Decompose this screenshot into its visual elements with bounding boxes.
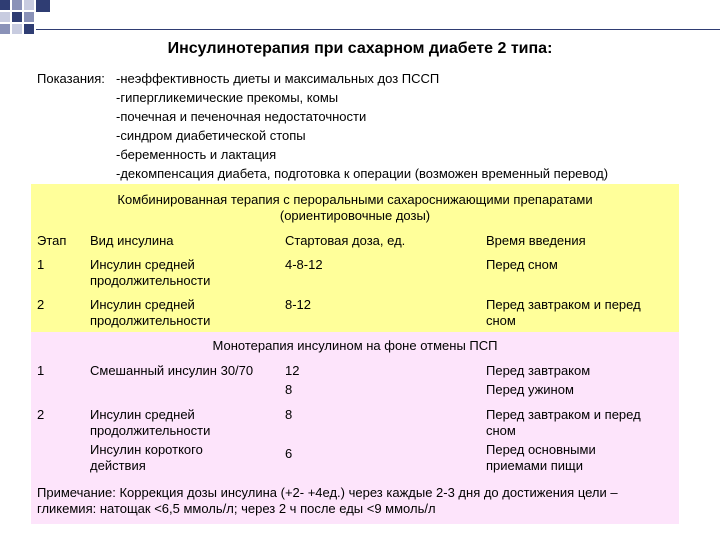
combined-row1-time: Перед сном [486, 257, 558, 272]
combined-row2-stage: 2 [37, 297, 45, 312]
mono-row2-insulin-b-line2: действия [90, 458, 146, 473]
indication-item: -гипергликемические прекомы, комы [116, 90, 339, 105]
combined-row1-insulin-line2: продолжительности [90, 273, 211, 288]
indication-item: -синдром диабетической стопы [116, 128, 306, 143]
indications-label: Показания: [37, 71, 105, 86]
mono-row1-insulin: Смешанный инсулин 30/70 [90, 363, 254, 378]
mono-row2-stage: 2 [37, 407, 45, 422]
combined-row2-time-line1: Перед завтраком и перед [486, 297, 641, 312]
indication-item: -декомпенсация диабета, подготовка к операции (возможен временный перевод) [116, 166, 609, 181]
mono-row2-time-a-line2: сном [486, 423, 516, 438]
page-title: Инсулинотерапия при сахарном диабете 2 типа: [167, 40, 553, 57]
decorative-corner-squares [0, 0, 720, 45]
deco-square-2 [12, 0, 22, 10]
mono-row2-insulin-a-line1: Инсулин средней [90, 407, 195, 422]
mono-row2-time-b-line1: Перед основными [486, 442, 596, 457]
indications-list [116, 69, 608, 183]
deco-square-3 [24, 0, 34, 10]
indication-item: -почечная и печеночная недостаточности [116, 109, 367, 124]
column-header-stage: Этап [37, 233, 67, 248]
mono-row2-dose-a: 8 [285, 407, 293, 422]
mono-row2-time-b-line2: приемами пищи [486, 458, 583, 473]
mono-row1-time-2: Перед ужином [486, 382, 574, 397]
column-header-time: Время введения [486, 233, 586, 248]
combined-heading-line1: Комбинированная терапия с пероральными сахароснижающими препаратами [117, 192, 593, 207]
combined-row1-dose: 4-8-12 [285, 257, 323, 272]
combined-row2-dose: 8-12 [285, 297, 312, 312]
deco-square-6 [12, 12, 22, 22]
combined-row2-insulin-line1: Инсулин средней [90, 297, 195, 312]
indication-item: -беременность и лактация [116, 147, 277, 162]
deco-square-9 [12, 24, 22, 34]
combined-row1-stage: 1 [37, 257, 45, 272]
combined-row1-insulin-line1: Инсулин средней [90, 257, 195, 272]
indication-item: -неэффективность диеты и максимальных доз ПССП [116, 71, 440, 86]
column-header-insulin: Вид инсулина [90, 233, 174, 248]
mono-row1-dose-2: 8 [285, 382, 293, 397]
mono-row2-insulin-a-line2: продолжительности [90, 423, 211, 438]
column-header-dose: Стартовая доза, ед. [285, 233, 406, 248]
deco-square-8 [0, 24, 10, 34]
combined-heading-line2: (ориентировочные дозы) [279, 208, 431, 223]
combined-row2-insulin-line2: продолжительности [90, 313, 211, 328]
mono-row1-stage: 1 [37, 363, 45, 378]
mono-heading: Монотерапия инсулином на фоне отмены ПСП [212, 338, 498, 353]
mono-row1-time-1: Перед завтраком [486, 363, 591, 378]
deco-square-1 [0, 0, 10, 10]
mono-row1-dose-1: 12 [285, 363, 300, 378]
deco-square-5 [0, 12, 10, 22]
combined-row2-time-line2: сном [486, 313, 516, 328]
deco-square-4 [36, 0, 50, 12]
footnote: Примечание: Коррекция дозы инсулина (+2- +4ед.) через каждые 2-3 дня до достижения цели – гликемия: натощак <6,5 ммоль/л; через 2 ч после еды <9 ммоль/л [37, 485, 618, 516]
deco-square-7 [24, 12, 34, 22]
deco-square-10 [24, 24, 34, 34]
mono-row2-time-a-line1: Перед завтраком и перед [486, 407, 641, 422]
mono-row2-insulin-b-line1: Инсулин короткого [90, 442, 203, 457]
mono-row2-dose-b: 6 [285, 446, 293, 461]
header-rule [36, 29, 720, 30]
